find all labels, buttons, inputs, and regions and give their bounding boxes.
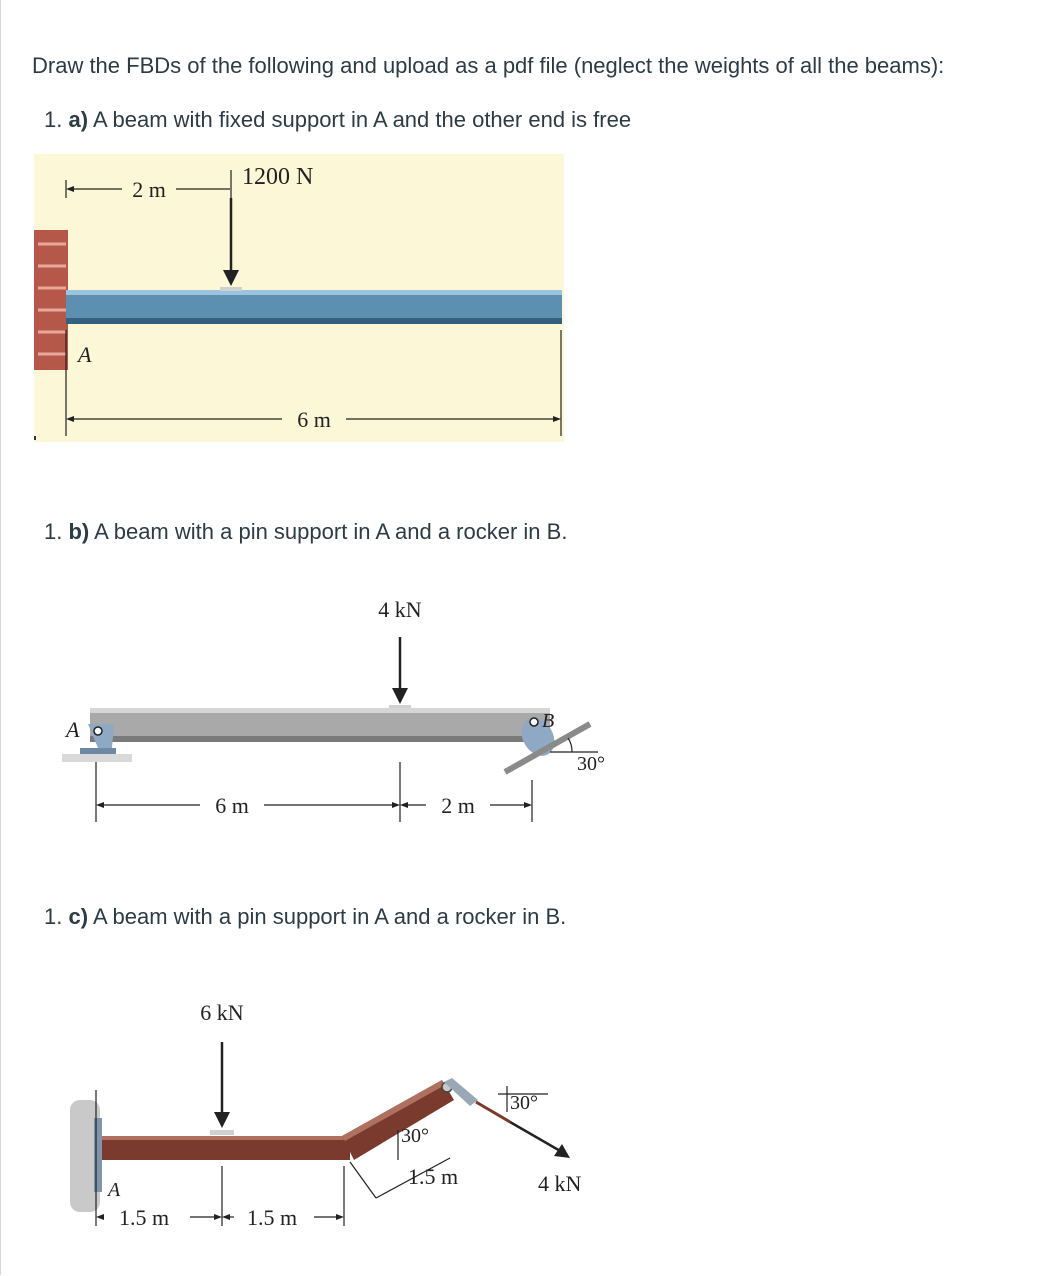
support-b-label: B (542, 710, 555, 732)
problem-1b-number: 1. (44, 519, 63, 544)
bent-beam (102, 1080, 454, 1160)
cantilever-beam (66, 290, 562, 324)
problem-1a-part: a) (68, 107, 89, 132)
dim-1.5m-left-label: 1.5 m (118, 1205, 170, 1230)
problem-1b-heading (44, 518, 567, 546)
load-arrow-4kn (389, 637, 411, 710)
dim-incline-label: 1.5 m (408, 1164, 459, 1189)
problem-1c-heading (44, 903, 566, 931)
dim-1.5m-right-label: 1.5 m (246, 1205, 298, 1230)
problem-1a-text: A beam with fixed support in A and the other end is free (92, 107, 632, 132)
figure-1a-cantilever (34, 154, 564, 442)
problem-1a-heading (44, 106, 631, 134)
problem-1a-number: 1. (44, 107, 63, 132)
wall-pin-support-a (70, 1090, 102, 1212)
dim-2m-label: 2 m (132, 177, 166, 202)
load-1200n-label: 1200 N (242, 164, 314, 190)
dim-6m-label: 6 m (215, 793, 249, 818)
problem-1b-part: b) (68, 519, 90, 544)
angle-30-label: 30° (577, 753, 605, 775)
figure-1b-simply-supported (50, 590, 630, 830)
load-arrow-6kn (210, 1042, 234, 1135)
problem-1b-text: A beam with a pin support in A and a rocker in B. (94, 519, 568, 544)
load-6kn-label: 6 kN (200, 1000, 244, 1025)
stray-mark (34, 436, 36, 440)
instructions-text: Draw the FBDs of the following and upload as a pdf file (neglect the weights of all the beams): (32, 53, 945, 78)
beam-1b (90, 708, 550, 742)
dim-6m-label: 6 m (297, 407, 331, 432)
figure-1c-bent-beam (60, 990, 620, 1236)
angle-load-30-label: 30° (510, 1092, 538, 1114)
support-a-label: A (78, 342, 92, 367)
support-a-label: A (108, 1179, 121, 1201)
load-4kn-label: 4 kN (538, 1171, 582, 1196)
dim-2m-label: 2 m (441, 793, 475, 818)
fixed-wall-support (34, 230, 68, 370)
load-4kn-label: 4 kN (378, 597, 422, 622)
problem-1c-text: A beam with a pin support in A and a rocker in B. (92, 904, 567, 929)
load-arrow-4kn (510, 1122, 570, 1158)
angle-incline-30-label: 30° (401, 1125, 429, 1147)
problem-1c-part: c) (68, 904, 89, 929)
problem-1c-number: 1. (44, 904, 63, 929)
support-a-label: A (66, 717, 80, 742)
